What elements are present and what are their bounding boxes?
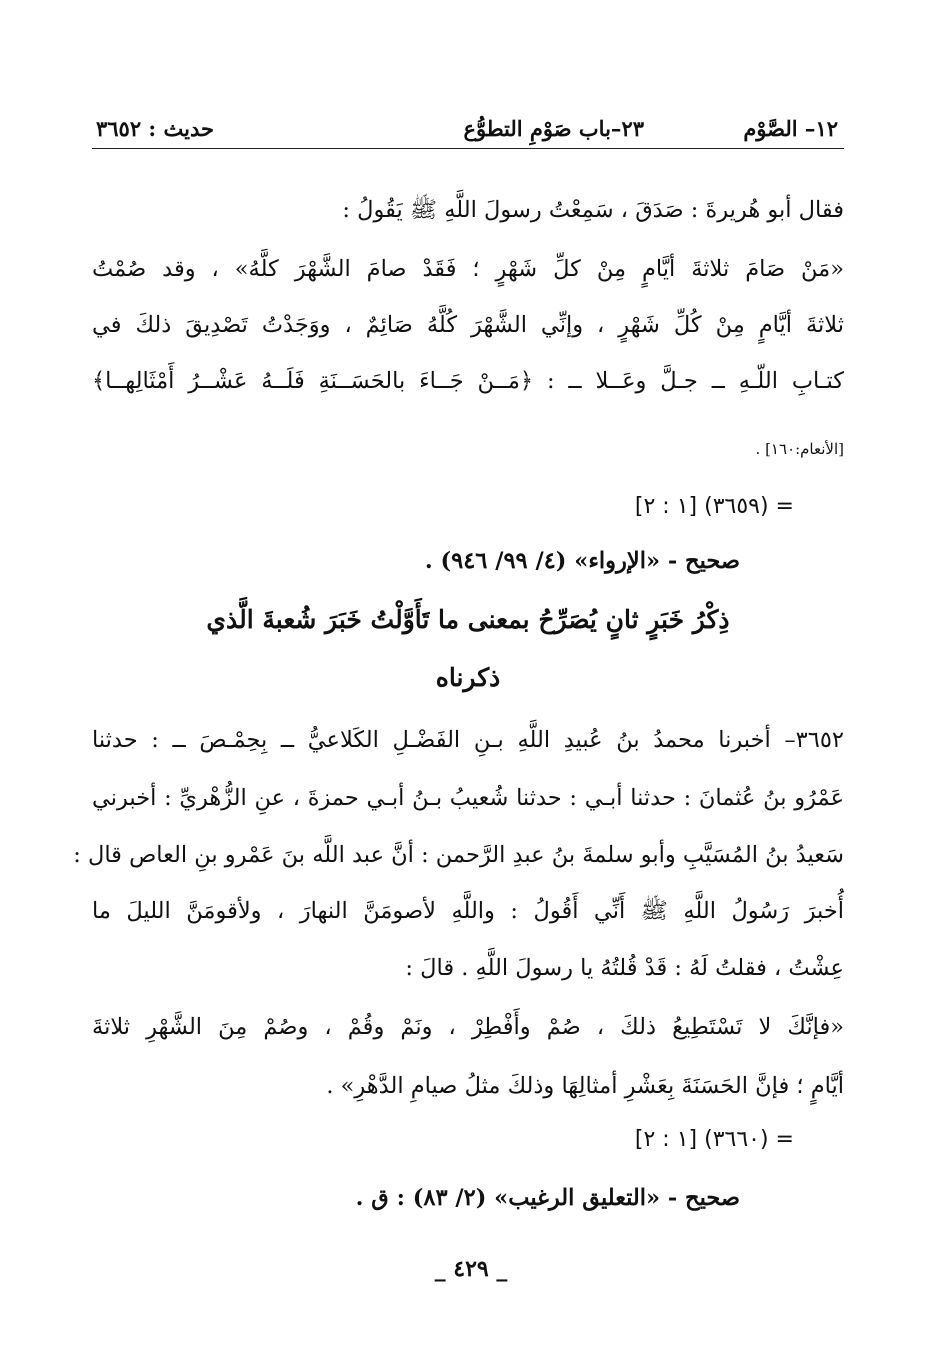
text-line: ٣٦٥٢– أخبرنا محمدُ بنُ عُبيدِ اللَّهِ بـنِ الفَضْـلِ الكَلاعيُّ ــ بِحِمْـصَ ــ : حدثنا	[92, 727, 844, 753]
text-line: سَعيدُ بنُ المُسَيَّبِ وأبو سلمةَ بنُ عبدِ الرَّحمن : أنَّ عبد اللَّه بنَ عَمْرو بنِ العاص قال :	[73, 842, 844, 868]
text-line: عِشْتُ ، فقلتُ لَهُ : قَدْ قُلتُهُ يا رسولَ اللَّهِ . قالَ :	[405, 955, 844, 981]
section-heading: ذِكْرُ خَبَرٍ ثانٍ يُصَرِّحُ بمعنى ما تَأَوَّلْتُ خَبَرَ شُعبةَ الَّذي	[206, 605, 730, 634]
running-header	[92, 112, 844, 149]
text-line: أُخبرَ رَسُولُ اللَّهِ ﷺ أَنِّي أَقُولُ : واللَّهِ لأصومَنَّ النهارَ ، ولأقومَنَّ الليلَ ما	[92, 898, 844, 924]
text-line: كتـابِ اللّـهِ ــ جـلَّ وعَــلا ــ : ﴿مَــنْ جَــاءَ بالحَسَــنَةِ فَلَــهُ عَشْــرُ أَمْثَالِهــا﴾	[92, 368, 844, 394]
text-line: أيَّامٍ ؛ فإنَّ الحَسَنَةَ بِعَشْرِ أمثالِهَا وذلكَ مثلُ صيامِ الدَّهْرِ» .	[326, 1073, 844, 1099]
header-hadith-ref: حديث : ٣٦٥٢	[96, 116, 214, 141]
header-chapter: ١٢– الصَّوْم	[743, 116, 838, 141]
header-bab: ٢٣–باب صَوْمِ التطوُّع	[463, 116, 644, 141]
cross-reference: = (٣٦٥٩) [١ : ٢]	[634, 494, 794, 519]
text-line: ثلاثةَ أيَّامٍ مِنْ كُلِّ شَهْرٍ ، وإنِّي الشَّهْرَ كُلَّهُ صَائِمٌ ، ووَجَدْتُ تَصْدِيقَ ذلكَ في	[92, 312, 844, 338]
text-line: «فإنَّكَ لا تَسْتَطِيعُ ذلكَ ، صُمْ وأَفْطِرْ ، ونَمْ وقُمْ ، وصُمْ مِنَ الشَّهْرِ ثلاثةَ	[92, 1014, 844, 1040]
grading-line: صحيح - «التعليق الرغيب» (٢/ ٨٣) : ق .	[355, 1185, 740, 1211]
quran-reference: [الأنعام:١٦٠] .	[755, 440, 844, 458]
cross-reference: = (٣٦٦٠) [١ : ٢]	[634, 1127, 794, 1152]
grading-line: صحيح - «الإرواء» (٤/ ٩٩/ ٩٤٦) .	[424, 548, 740, 574]
text-line: فقال أبو هُريرةَ : صَدَقَ ، سَمِعْتُ رسولَ اللَّهِ ﷺ يَقُولُ :	[342, 197, 844, 223]
text-line: «مَنْ صَامَ ثلاثةَ أيَّامٍ مِنْ كلِّ شَهْرٍ ؛ فَقَدْ صامَ الشَّهْرَ كلَّهُ» ، وقد صُمْتُ	[92, 256, 844, 282]
section-heading: ذكرناه	[435, 663, 501, 692]
page-number: _ ٤٢٩ _	[434, 1256, 508, 1282]
text-line: عَمْرُو بنُ عُثمانَ : حدثنا أبـي : حدثنا شُعيبُ بـنُ أبـي حمزةَ ، عنِ الزُّهْريِّ : أخبرني	[92, 785, 844, 811]
